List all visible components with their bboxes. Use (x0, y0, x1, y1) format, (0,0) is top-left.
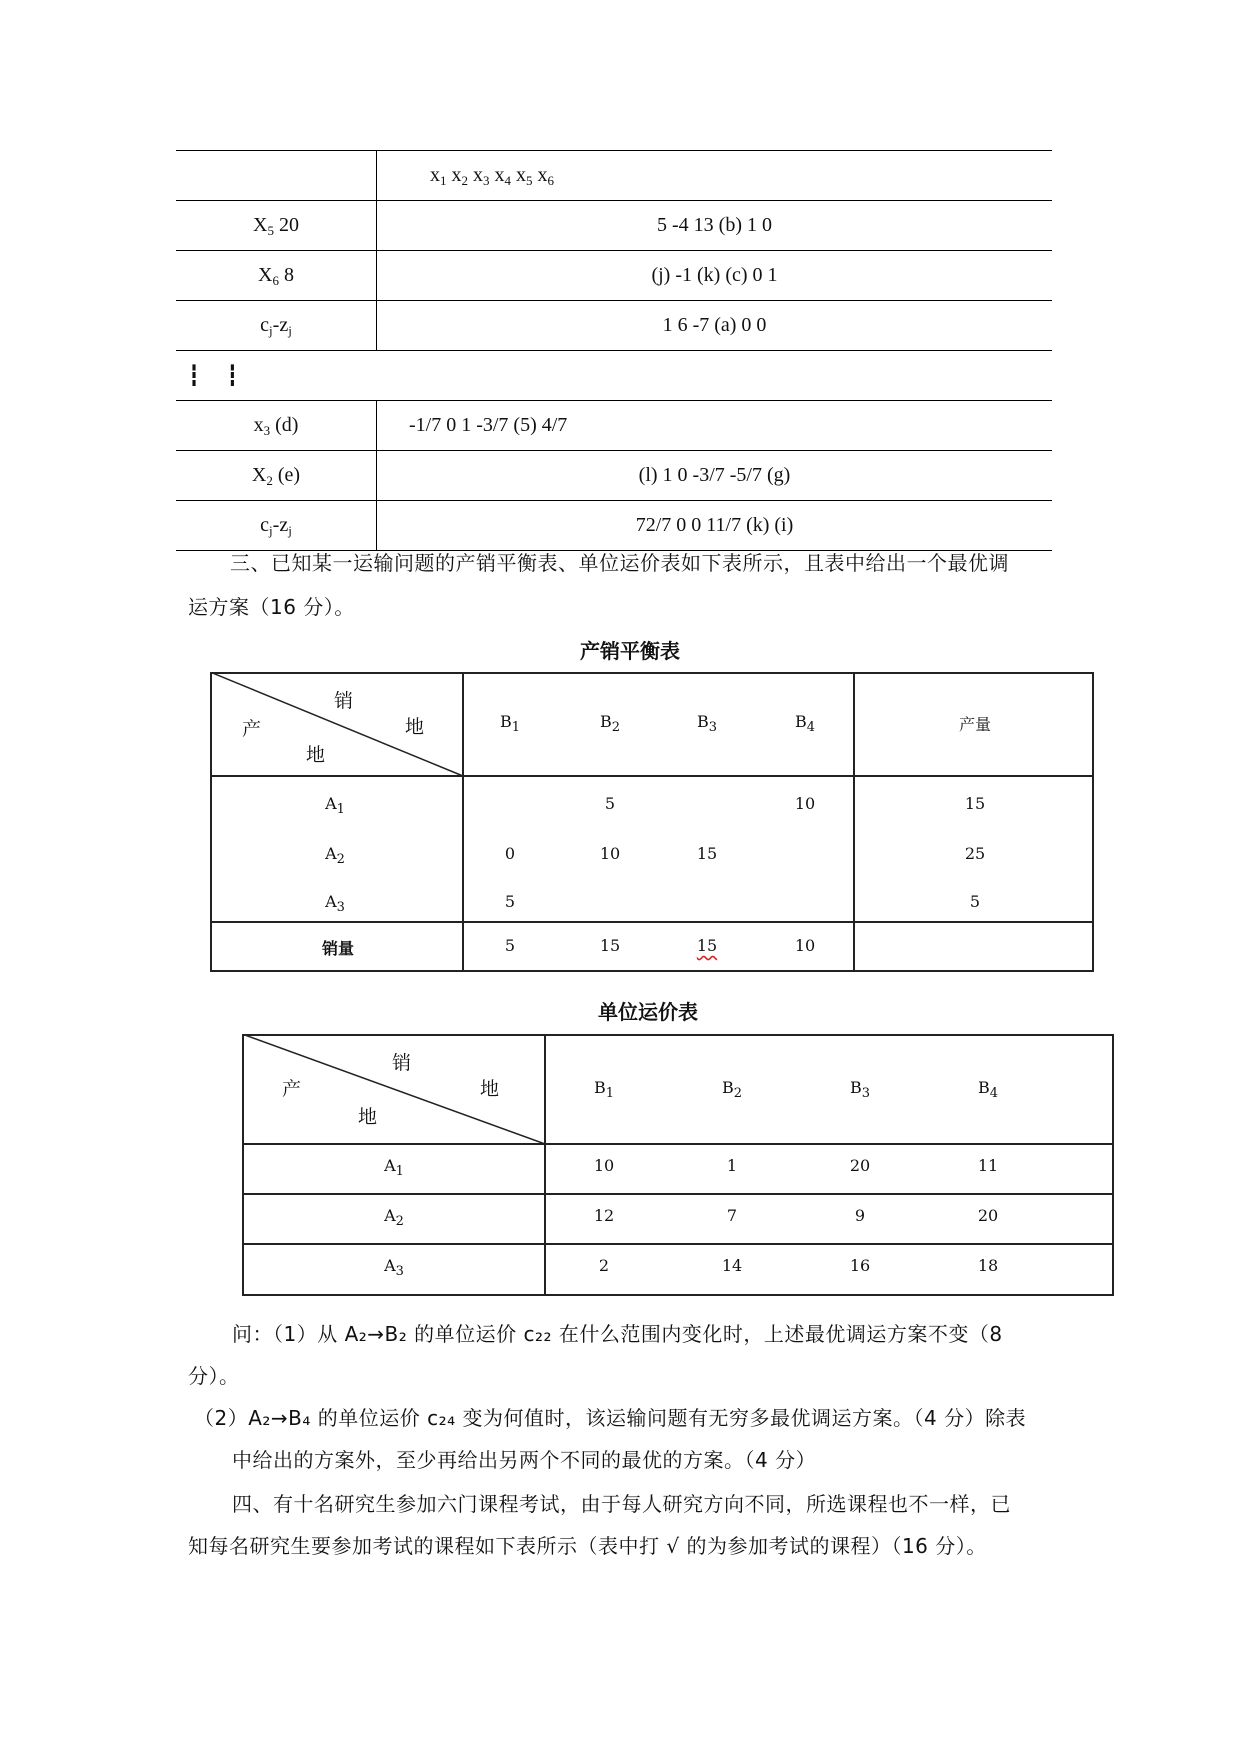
simplex-row (176, 250, 1052, 300)
row-header: $A_1$ (384, 1156, 404, 1179)
column-header: $B_1$ (593, 1078, 615, 1101)
basis-cell: $X_6$ 8 (258, 264, 294, 288)
rule (176, 350, 1052, 351)
row-header: $A_2$ (325, 844, 345, 867)
table-cell: 14 (721, 1256, 743, 1275)
table-cell: 5 (604, 794, 616, 813)
row-header: $A_3$ (384, 1256, 404, 1279)
table-cell: 1 (726, 1156, 738, 1175)
table-cell: 11 (977, 1156, 999, 1175)
sales-label: 销量 (321, 939, 354, 958)
column-header: $B_3$ (696, 712, 718, 735)
rule (176, 150, 1052, 151)
coefficients-cell: 1 6 -7 (a) 0 0 (662, 314, 767, 336)
table-cell: 2 (598, 1256, 610, 1275)
table-cell: 7 (726, 1206, 738, 1225)
table-cell: 10 (593, 1156, 615, 1175)
coefficients-cell: 72/7 0 0 11/7 (k) (i) (635, 514, 794, 536)
output-cell: 25 (964, 844, 986, 863)
table-cell: 16 (849, 1256, 871, 1275)
column-header: $B_4$ (977, 1078, 999, 1101)
table-cell: 20 (849, 1156, 871, 1175)
sales-cell: 15 (599, 936, 621, 955)
sales-cell: 15 (696, 936, 718, 955)
output-header: 产量 (958, 715, 991, 734)
corner-sales-label: 销 (392, 1052, 412, 1074)
table-cell: 5 (504, 892, 516, 911)
coefficients-cell: (l) 1 0 -3/7 -5/7 (g) (638, 464, 791, 486)
corner-place-label: 地 (306, 744, 326, 766)
table-cell: 18 (977, 1256, 999, 1275)
row-header: $A_3$ (325, 892, 345, 915)
output-cell: 15 (964, 794, 986, 813)
column-header: $B_2$ (721, 1078, 743, 1101)
table-cell: 12 (593, 1206, 615, 1225)
balance-table (210, 672, 1094, 972)
corner-place-label: 地 (480, 1078, 500, 1100)
sales-cell: 10 (794, 936, 816, 955)
question2-line1: （2）A₂→B₄ 的单位运价 c₂₄ 变为何值时，该运输问题有无穷多最优调运方案。（4 分）除表 (194, 1406, 1027, 1430)
section3-line2: 运方案（16 分）。 (188, 595, 355, 619)
table-cell: 15 (696, 844, 718, 863)
basis-cell: $c_j-z_j$ (260, 314, 292, 338)
basis-cell: $x_3$ (d) (253, 414, 299, 438)
column-header: $B_4$ (794, 712, 816, 735)
corner-sales-label: 销 (334, 690, 354, 712)
row-header: $A_1$ (325, 794, 345, 817)
table1-caption: 产销平衡表 (580, 639, 680, 663)
table-cell: 0 (504, 844, 516, 863)
table-cell: 10 (599, 844, 621, 863)
basis-cell: $X_5$ 20 (253, 214, 299, 238)
corner-production-label: 产 (242, 718, 262, 740)
basis-cell: $c_j-z_j$ (260, 514, 292, 538)
table-cell: 20 (977, 1206, 999, 1225)
coefficients-cell: -1/7 0 1 -3/7 (5) 4/7 (409, 414, 568, 436)
column-header: $B_2$ (599, 712, 621, 735)
corner-place-label: 地 (405, 716, 425, 738)
column-header: $B_1$ (499, 712, 521, 735)
simplex-row (176, 450, 1052, 500)
question1-line1: 问：（1）从 A₂→B₂ 的单位运价 c₂₂ 在什么范围内变化时，上述最优调运方案不变（8 (232, 1322, 1003, 1346)
row-header: $A_2$ (384, 1206, 404, 1229)
sales-cell: 5 (504, 936, 516, 955)
section3-line1: 三、已知某一运输问题的产销平衡表、单位运价表如下表所示，且表中给出一个最优调 (230, 551, 1009, 575)
cost-table (242, 1034, 1114, 1296)
output-cell: 5 (969, 892, 981, 911)
corner-place-label: 地 (358, 1106, 378, 1128)
coefficients-cell: 5 -4 13 (b) 1 0 (657, 214, 772, 236)
question1-line2: 分）。 (188, 1364, 240, 1388)
corner-production-label: 产 (282, 1078, 302, 1100)
question2-line2: 中给出的方案外，至少再给出另两个不同的最优的方案。（4 分） (232, 1448, 817, 1472)
variable-header: $x_1$ $x_2$ $x_3$ $x_4$ $x_5$ $x_6$ (430, 164, 554, 188)
ellipsis-row: ┇ ┇ (188, 363, 249, 387)
simplex-row (176, 200, 1052, 250)
coefficients-cell: (j) -1 (k) (c) 0 1 (651, 264, 778, 286)
table-cell: 10 (794, 794, 816, 813)
section4-line2: 知每名研究生要参加考试的课程如下表所示（表中打 √ 的为参加考试的课程）（16 分）。 (188, 1534, 987, 1558)
simplex-row (176, 400, 1052, 450)
table2-caption: 单位运价表 (598, 1000, 698, 1024)
table-cell: 9 (854, 1206, 866, 1225)
section4-line1: 四、有十名研究生参加六门课程考试，由于每人研究方向不同，所选课程也不一样，已 (232, 1492, 1011, 1516)
column-header: $B_3$ (849, 1078, 871, 1101)
basis-cell: $X_2$ (e) (251, 464, 301, 488)
simplex-row (176, 300, 1052, 350)
